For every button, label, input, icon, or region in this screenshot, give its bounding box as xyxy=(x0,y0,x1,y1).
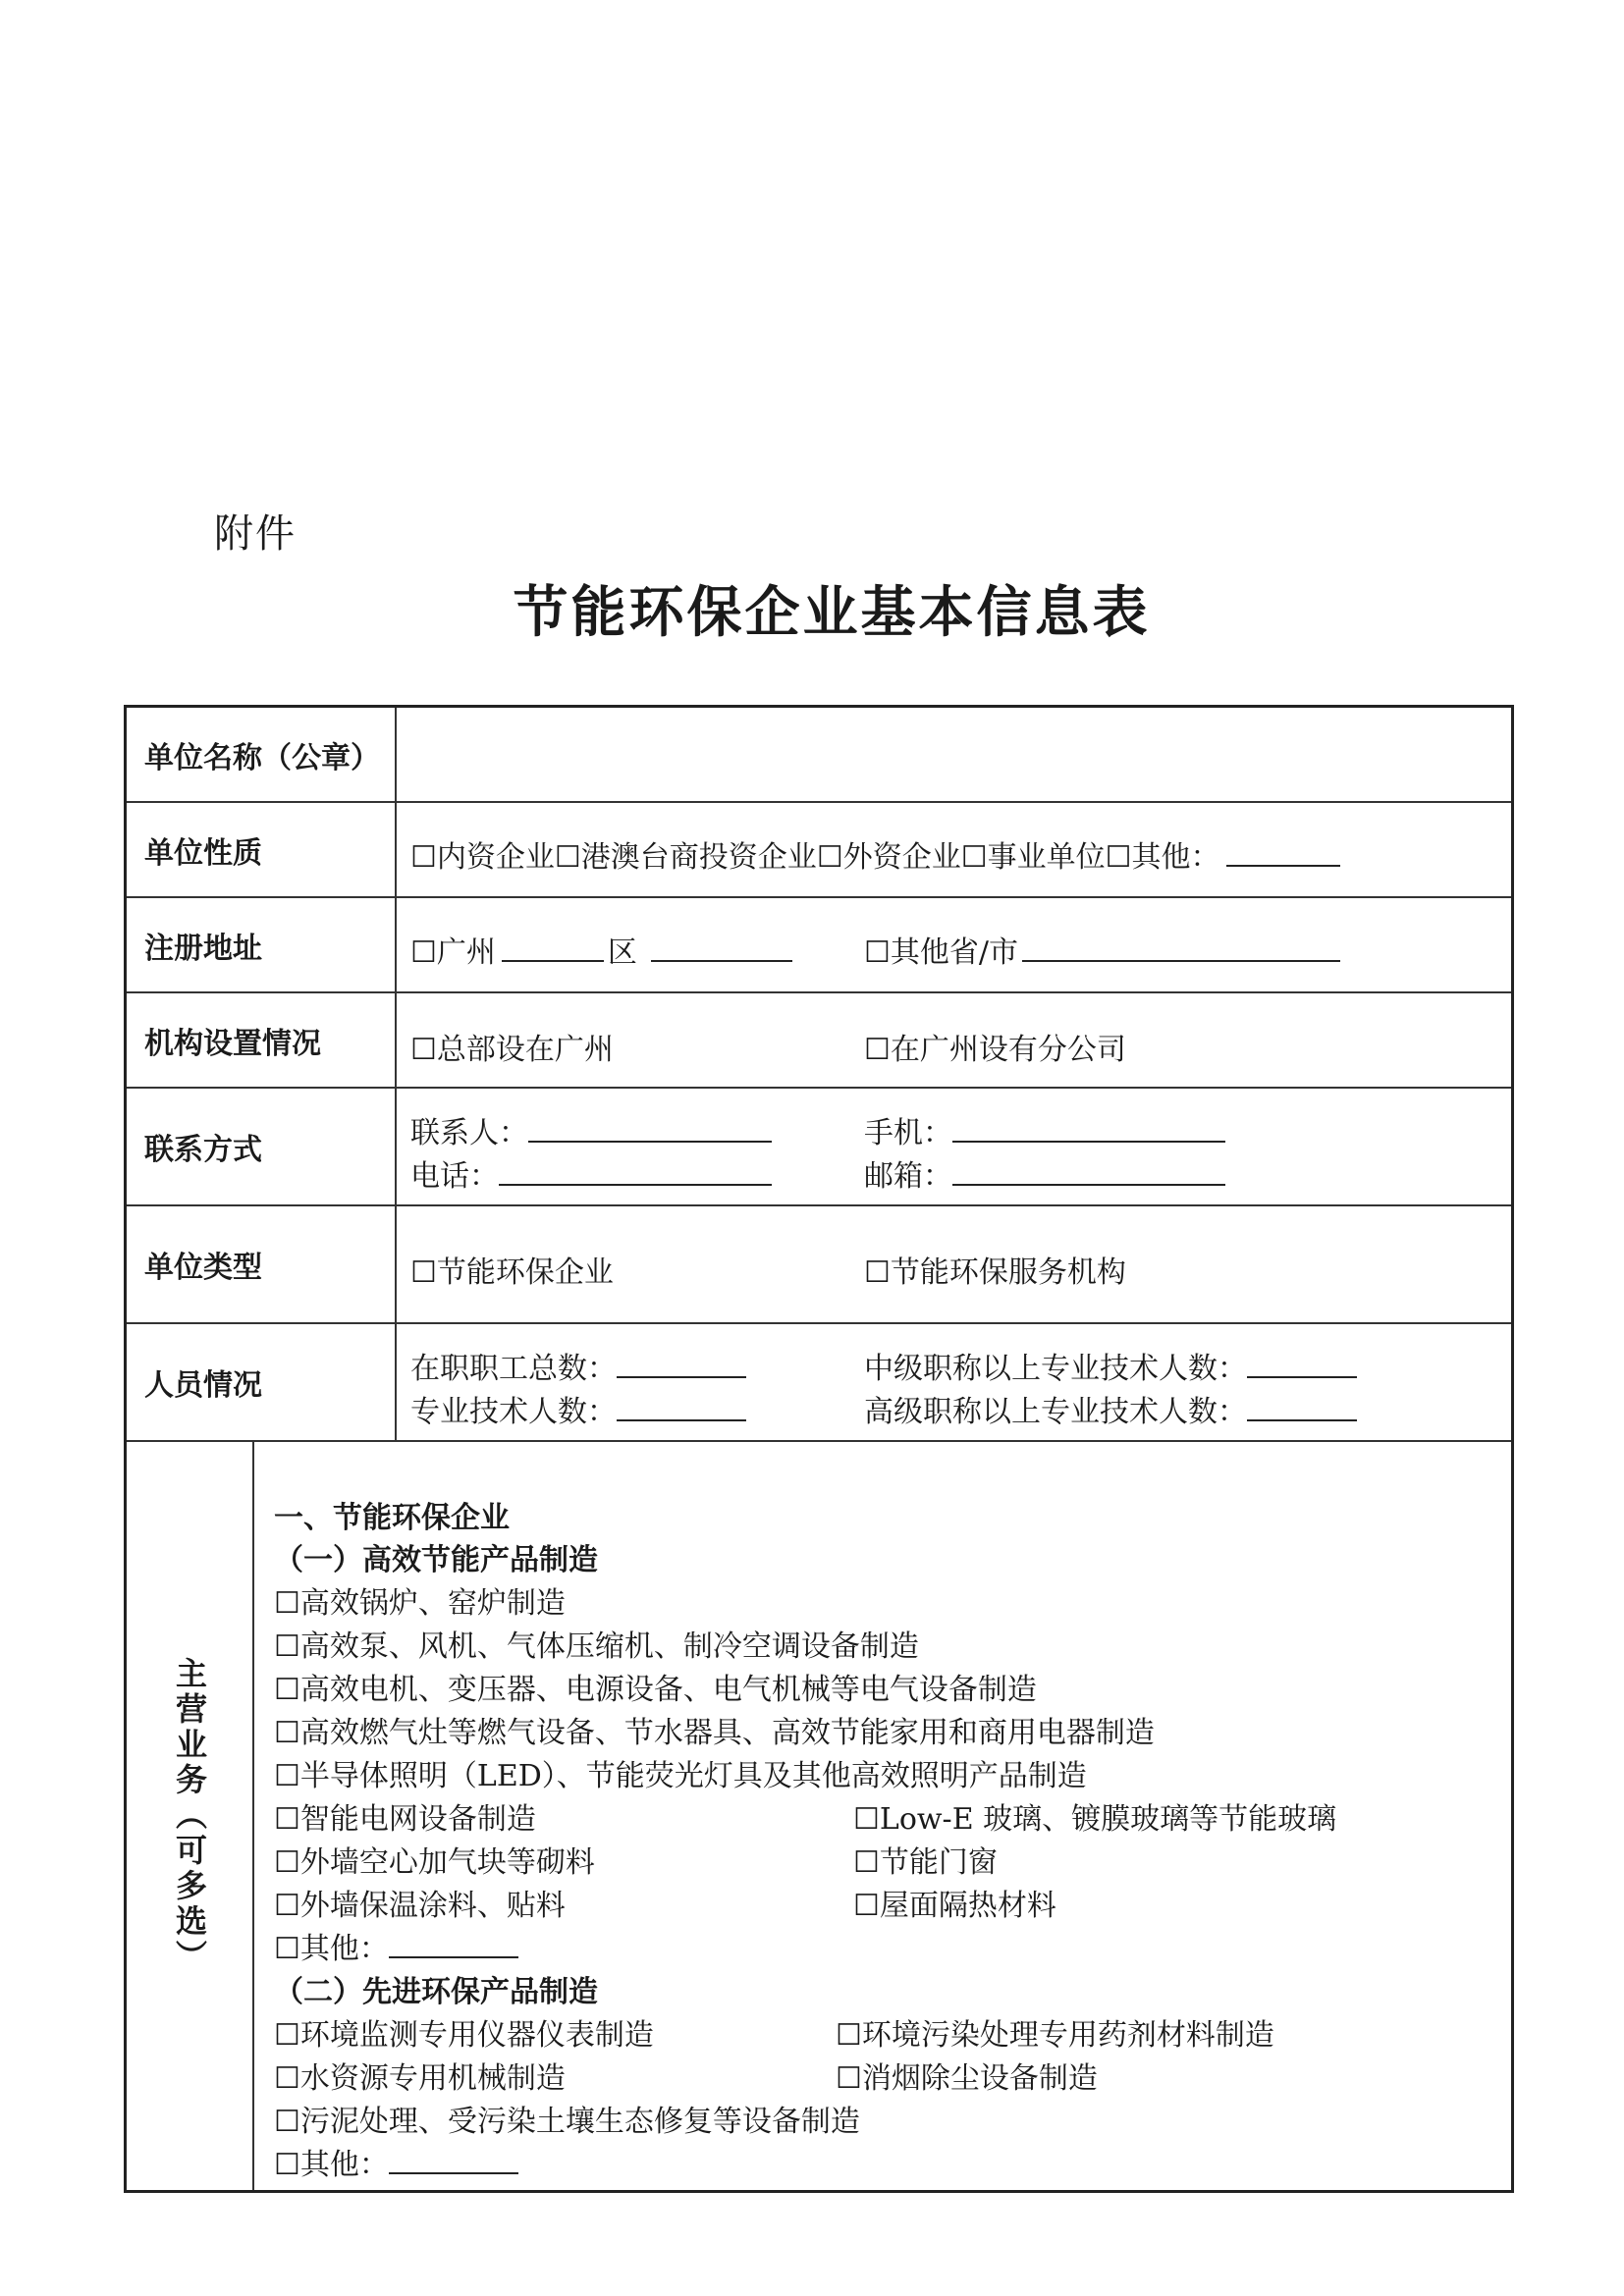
contact-person-label: 联系人： xyxy=(410,1116,528,1150)
unit-nature-options xyxy=(397,803,1511,896)
sub2-other-blank[interactable] xyxy=(389,2147,518,2174)
nature-other-blank[interactable] xyxy=(1226,839,1340,867)
sub1-pair-left[interactable]: ☐外墙空心加气块等砌料 xyxy=(274,1845,595,1880)
sub2-other-checkbox[interactable]: ☐其他： xyxy=(274,2148,389,2182)
section-title: 一、节能环保企业 xyxy=(274,1501,510,1535)
contact-person-blank[interactable] xyxy=(528,1115,772,1143)
unit-type-options xyxy=(397,1206,1511,1322)
row-unit-nature xyxy=(127,803,1511,898)
unit-nature-label: 单位性质 xyxy=(127,803,397,896)
reg-district-blank[interactable] xyxy=(502,934,604,962)
sub1-item[interactable]: ☐高效电机、变压器、电源设备、电气机械等电气设备制造 xyxy=(274,1673,1037,1707)
sub1-item[interactable]: ☐高效泵、风机、气体压缩机、制冷空调设备制造 xyxy=(274,1629,919,1664)
type-enterprise-checkbox[interactable]: ☐节能环保企业 xyxy=(410,1255,614,1290)
reg-other-blank[interactable] xyxy=(1022,934,1340,962)
row-main-business xyxy=(127,1442,1511,2190)
org-branch-checkbox[interactable]: ☐在广州设有分公司 xyxy=(864,1033,1126,1067)
sub2-title: （二）先进环保产品制造 xyxy=(274,1975,598,2009)
mid-title-blank[interactable] xyxy=(1247,1351,1357,1378)
sub1-other-line xyxy=(274,1924,518,1967)
nature-domestic-checkbox[interactable]: ☐内资企业 xyxy=(410,840,555,875)
tech-staff-label: 专业技术人数： xyxy=(410,1395,617,1429)
sub1-title: （一）高效节能产品制造 xyxy=(274,1543,598,1577)
org-setup-label: 机构设置情况 xyxy=(127,993,397,1087)
main-business-label-cell xyxy=(127,1442,254,2190)
staff-fields xyxy=(397,1324,1511,1440)
contact-label: 联系方式 xyxy=(127,1089,397,1204)
email-label: 邮箱： xyxy=(864,1159,952,1194)
sub1-other-checkbox[interactable]: ☐其他： xyxy=(274,1932,389,1966)
row-reg-address xyxy=(127,898,1511,993)
org-setup-options xyxy=(397,993,1511,1087)
sub1-pair-right[interactable]: ☐节能门窗 xyxy=(853,1845,998,1880)
unit-name-label: 单位名称（公章） xyxy=(127,708,397,801)
senior-title-blank[interactable] xyxy=(1247,1394,1357,1421)
nature-other-checkbox[interactable]: ☐其他： xyxy=(1105,840,1220,875)
row-org-setup xyxy=(127,993,1511,1089)
staff-label: 人员情况 xyxy=(127,1324,397,1440)
mobile-label: 手机： xyxy=(864,1116,952,1150)
row-unit-type xyxy=(127,1206,1511,1324)
sub1-pair-right[interactable]: ☐Low-E 玻璃、镀膜玻璃等节能玻璃 xyxy=(853,1802,1337,1837)
contact-fields xyxy=(397,1089,1511,1204)
mobile-blank[interactable] xyxy=(952,1115,1225,1143)
reg-other-line xyxy=(864,928,1340,971)
row-contact xyxy=(127,1089,1511,1206)
phone-label: 电话： xyxy=(410,1159,499,1194)
sub2-pair-right[interactable]: ☐环境污染处理专用药剂材料制造 xyxy=(836,2018,1274,2053)
row-staff xyxy=(127,1324,1511,1442)
reg-address-label: 注册地址 xyxy=(127,898,397,991)
reg-guangzhou-line xyxy=(410,928,792,971)
sub2-pair-left[interactable]: ☐水资源专用机械制造 xyxy=(274,2061,566,2096)
sub1-pair-right[interactable]: ☐屋面隔热材料 xyxy=(853,1889,1056,1923)
nature-hkmotw-checkbox[interactable]: ☐港澳台商投资企业 xyxy=(554,840,817,875)
phone-blank[interactable] xyxy=(499,1158,772,1186)
unit-type-label: 单位类型 xyxy=(127,1206,397,1322)
reg-address-fields xyxy=(397,898,1511,991)
sub2-other-line xyxy=(274,2140,518,2183)
total-staff-blank[interactable] xyxy=(617,1351,746,1378)
document-title: 节能环保企业基本信息表 xyxy=(513,580,1151,645)
reg-detail-blank[interactable] xyxy=(651,934,792,962)
nature-institution-checkbox[interactable]: ☐事业单位 xyxy=(960,840,1106,875)
sub1-pair-left[interactable]: ☐外墙保温涂料、贴料 xyxy=(274,1889,566,1923)
sub2-item[interactable]: ☐污泥处理、受污染土壤生态修复等设备制造 xyxy=(274,2105,860,2139)
sub1-pair-left[interactable]: ☐智能电网设备制造 xyxy=(274,1802,536,1837)
sub1-item[interactable]: ☐半导体照明（LED）、节能荧光灯具及其他高效照明产品制造 xyxy=(274,1759,1087,1793)
total-staff-label: 在职职工总数： xyxy=(410,1352,617,1386)
info-form-table xyxy=(124,705,1514,2193)
sub1-other-blank[interactable] xyxy=(389,1931,518,1958)
senior-title-label: 高级职称以上专业技术人数： xyxy=(864,1395,1247,1429)
org-hq-checkbox[interactable]: ☐总部设在广州 xyxy=(410,1033,614,1067)
type-service-checkbox[interactable]: ☐节能环保服务机构 xyxy=(864,1255,1126,1290)
sub2-pair-right[interactable]: ☐消烟除尘设备制造 xyxy=(836,2061,1098,2096)
reg-other-checkbox[interactable]: ☐其他省/市 xyxy=(864,935,1019,970)
attachment-label: 附件 xyxy=(214,511,297,557)
sub1-item[interactable]: ☐高效燃气灶等燃气设备、节水器具、高效节能家用和商用电器制造 xyxy=(274,1716,1155,1750)
reg-guangzhou-checkbox[interactable]: ☐广州 xyxy=(410,935,496,970)
row-unit-name xyxy=(127,708,1511,803)
main-business-label: 主营业务（可多选） xyxy=(171,1657,208,1975)
reg-district-text: 区 xyxy=(607,935,637,970)
tech-staff-blank[interactable] xyxy=(617,1394,746,1421)
sub2-pair-left[interactable]: ☐环境监测专用仪器仪表制造 xyxy=(274,2018,654,2053)
unit-nature-line xyxy=(410,832,1340,876)
unit-name-field[interactable] xyxy=(397,708,1511,801)
nature-foreign-checkbox[interactable]: ☐外资企业 xyxy=(816,840,961,875)
mid-title-label: 中级职称以上专业技术人数： xyxy=(864,1352,1247,1386)
email-blank[interactable] xyxy=(952,1158,1225,1186)
sub1-item[interactable]: ☐高效锅炉、窑炉制造 xyxy=(274,1586,566,1621)
main-business-options xyxy=(254,1442,1511,2190)
